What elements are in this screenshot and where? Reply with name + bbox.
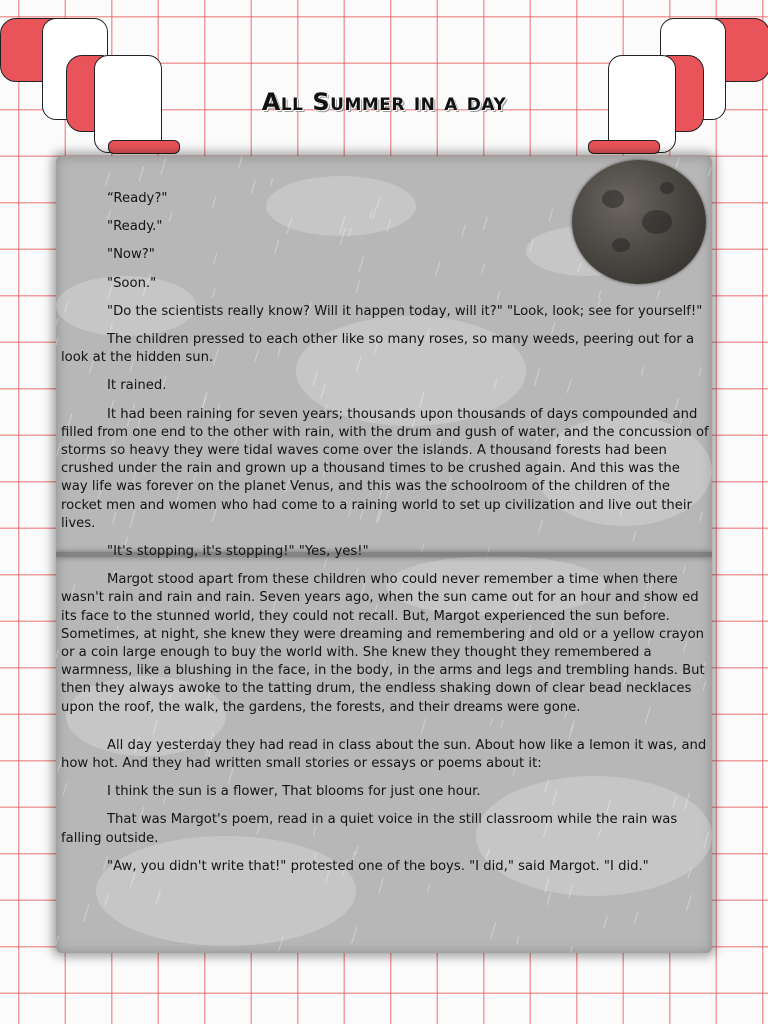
rain-streak [56, 936, 58, 950]
scroll-ribbon-icon-top-left [0, 0, 190, 160]
rain-streak [56, 318, 58, 332]
rain-streak [352, 927, 357, 944]
rain-streak [161, 158, 166, 174]
rain-streak [106, 173, 110, 186]
rain-streak [547, 893, 551, 905]
paragraph: It had been raining for seven years; thousands upon thousands of days compounded and filled from one end to the other with rain, with the drum and gush of water, and the concussion of storms so heavy they were tidal waves come over the islands. A thousand forests had been crushed under the rain and grown up a thousand times to be crushed again. And this was the way life was forever on the planet Venus, and this was the schoolroom of the children of the rocket men and women who had come to a raining world to set up civilization and live out their lives. [61, 406, 709, 531]
rain-streak [56, 443, 60, 457]
page-title: All Summer in a day [261, 88, 507, 116]
paragraph: "Soon." [107, 275, 157, 291]
paragraph: “Ready?" [107, 191, 168, 206]
rain-streak [570, 946, 573, 953]
paragraph: All day yesterday they had read in class about the sun. About how like a lemon it was, and how hot. And they had written small stories or essays or poems about it: [61, 737, 707, 772]
rain-streak [56, 650, 58, 659]
rain-streak [676, 157, 679, 168]
scroll-ribbon-icon-top-right [580, 0, 768, 160]
paragraph: "It's stopping, it's stopping!" "Yes, yes!" [107, 544, 369, 560]
paragraph: The children pressed to each other like so many roses, so many weeds, peering out for a look at the hidden sun. [61, 332, 695, 366]
paragraph: "Do the scientists really know? Will it happen today, will it?" "Look, look; see for yourself!" [107, 303, 703, 319]
paragraph: "Now?" [107, 247, 155, 263]
rain-streak [604, 916, 608, 928]
rain-streak [709, 167, 711, 175]
rain-streak [491, 922, 496, 939]
rain-streak [517, 936, 519, 944]
rain-streak [139, 166, 144, 181]
paragraph: Margot stood apart from these children who could never remember a time when there wasn't rain and rain and rain. Seven years ago, when the sun came out for an hour and show ed its face to the stunned world, they could not recall. But, Margot experienced the sun before. Sometimes, at night, she knew they were dreaming and remembering and old or a yellow crayon or a coin large enough to buy the world with. She knew they thought they remembered a warmness, like a blushing in the face, in the body, in the arms and legs and trembling hands. But then they always awoke to the tatting drum, the endless shaking down of clear bead necklaces upon the roof, the walk, the gardens, the forests, and their dreams were gone. [61, 572, 705, 715]
rain-streak [56, 337, 58, 354]
paragraph: "Aw, you didn't write that!" protested one of the boys. "I did," said Margot. "I did." [107, 858, 649, 874]
rain-streak [238, 156, 242, 169]
paragraph: I think the sun is a flower, That blooms for just one hour. [107, 784, 481, 800]
rain-streak [634, 912, 638, 924]
paragraph: It rained. [107, 378, 167, 394]
paragraph: That was Margot's poem, read in a quiet voice in the still classroom while the rain was falling outside. [61, 812, 678, 846]
story-text [61, 190, 709, 886]
rain-streak [84, 904, 89, 922]
paragraph: "Ready." [107, 219, 163, 235]
rain-streak [270, 178, 273, 187]
rain-streak [686, 895, 691, 912]
